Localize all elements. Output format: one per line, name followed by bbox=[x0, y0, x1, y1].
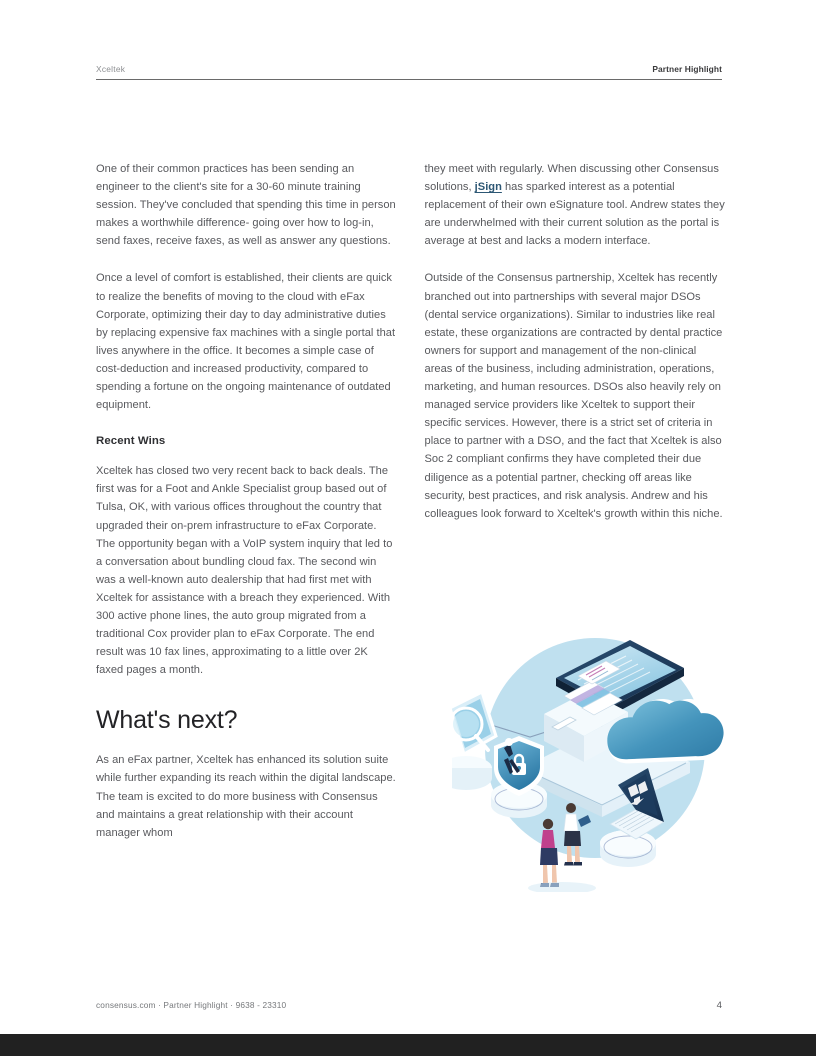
ground-shadow bbox=[528, 882, 596, 892]
header-document-title: Partner Highlight bbox=[652, 64, 722, 74]
paragraph-training-practice: One of their common practices has been sending an engineer to the client's site for a 30-60 minute training session. They've concluded that spending this time in person makes a worthwhile difference- going over how to log-in, send faxes, receive faxes, as well as answer any questions. bbox=[96, 163, 396, 248]
paragraph-whats-next: As an eFax partner, Xceltek has enhanced its solution suite while further expanding its reach within the digital landscape. The team is excited to do more business with Consensus and maintains a great relationship with their account manager whom bbox=[96, 754, 396, 839]
paragraph-jsign-before: they meet with regularly. When discussing other Consensus solutions, bbox=[424, 163, 719, 194]
footer-source-line: consensus.com · Partner Highlight · 9638 - 23310 bbox=[96, 1000, 287, 1010]
heading-whats-next: What's next? bbox=[96, 706, 238, 735]
paragraph-jsign-interest bbox=[425, 160, 727, 250]
jsign-link[interactable]: jSign bbox=[474, 181, 502, 194]
security-shield-pedestal bbox=[491, 736, 547, 818]
paragraph-dso-partnerships: Outside of the Consensus partnership, Xceltek has recently branched out into partnerships with several major DSOs (dental service organizations). Similar to industries like real estate, these organizations are contracted by dental practice owners for support and management of the non-clinical areas of the business, including administration, operations, marketing, and human resources. DSOs also heavily rely on managed service providers like Xceltek to support their specific services. However, there is a strict set of criteria in place to partner with a DSO, and the fact that Xceltek is also Soc 2 compliant confirms they have completed their due diligence as a potential partner, checking off areas like security, best practices, and risk analysis. Andrew and his colleagues look forward to Xceltek's growth within this niche. bbox=[424, 272, 723, 520]
footer-page-number: 4 bbox=[716, 1000, 722, 1011]
header-company-name: Xceltek bbox=[96, 64, 126, 74]
page-footer bbox=[96, 1000, 722, 1011]
heading-recent-wins: Recent Wins bbox=[96, 435, 166, 448]
paragraph-cloud-benefits: Once a level of comfort is established, their clients are quick to realize the benefits of moving to the cloud with eFax Corporate, optimizing their day to day administrative duties by replacing expensive fax machines with a single portal that lives anywhere in the office. It becomes a simple case of cost-deduction and increased productivity, compared to spending a fortune on the ongoing maintenance of outdated equipment. bbox=[96, 272, 396, 412]
paragraph-jsign-after: has sparked interest as a potential replacement of their own eSignature tool. Andrew states they are underwhelmed with their current solution as the portal is average at best and lacks a modern interface. bbox=[424, 181, 725, 248]
page-header bbox=[96, 64, 722, 80]
viewer-bottom-bar bbox=[0, 1034, 816, 1056]
paragraph-recent-wins: Xceltek has closed two very recent back to back deals. The first was for a Foot and Ankle Specialist group based out of Tulsa, OK, with various offices throughout the country that upgraded their on-prem infrastructure to eFax Corporate. The opportunity began with a VoIP system inquiry that led to a conversation about bundling cloud fax. The second win was a well-known auto dealership that had first met with Xceltek for assistance with a breach they experienced. With 300 active phone lines, the auto group migrated from a traditional Cox provider plan to eFax Corporate. The end result was 10 fax lines, approximating to a little over 2K faxed pages a month. bbox=[96, 465, 393, 677]
left-column bbox=[96, 160, 398, 842]
isometric-cloud-illustration bbox=[452, 596, 724, 892]
